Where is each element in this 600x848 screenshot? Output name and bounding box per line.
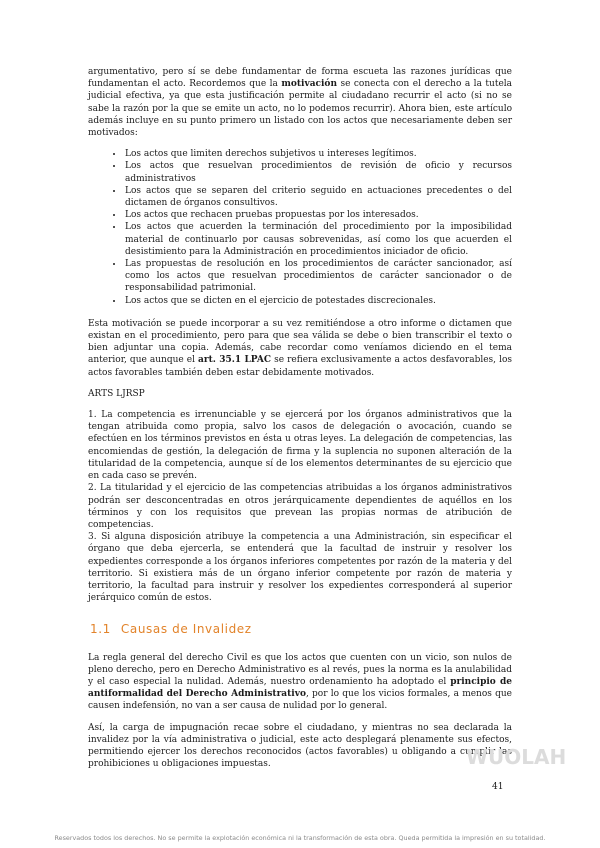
list-item: • Los actos que se separen del criterio seguido en actuaciones precedentes o del dictamen de órganos consultivos. xyxy=(124,185,512,209)
numbered-points xyxy=(88,409,512,604)
law-reference: art. 35.1 LPAC xyxy=(198,355,272,366)
document-body xyxy=(88,66,512,779)
section-heading xyxy=(90,623,512,635)
list-item: • Los actos que acuerden la terminación del procedimiento por la imposibilidad material de continuarlo por causas sobrevenidas, así como los que acuerden el desistimiento para la Administración en procedimientos iniciador de oficio. xyxy=(124,221,512,258)
list-item: • Los actos que limiten derechos subjetivos u intereses legítimos. xyxy=(124,148,512,160)
section-title: Causas de Invalidez xyxy=(120,622,252,637)
arts-heading: ARTS LJRSP xyxy=(88,388,145,399)
page-number: 41 xyxy=(492,782,504,792)
section-number: 1.1 xyxy=(90,622,111,637)
intro-paragraph: argumentativo, pero sí se debe fundamentar de forma escueta las razones jurídicas que fundamentan el acto. Recordemos que la motivación se conecta con el derecho a la tutela judicial efectiva, ya que esta justificación permite al ciudadano recurrir el acto (si no se sabe la razón por la que se emite un acto, no lo podemos recurrir). Ahora bien, este artículo además incluye en su punto primero un listado con los actos que necesariamente deben ser motivados: xyxy=(88,67,513,139)
invalidity-paragraph: La regla general del derecho Civil es que los actos que cuenten con un vicio, son nulos de pleno derecho, pero en Derecho Administrativo es al revés, pues la norma es la anulabilidad y el caso especial la nulidad. Además, nuestro ordenamiento ha adoptado el principio de antiformalidad del Derecho Administrativo, por lo que los vicios formales, a menos que causen indefensión, no van a ser causa de nulidad por lo general. xyxy=(88,652,513,712)
list-item: • Los actos que resuelvan procedimientos de revisión de oficio y recursos administrativos xyxy=(124,160,512,184)
numbered-point: 1. La competencia es irrenunciable y se ejercerá por los órganos administrativos que la tengan atribuida como propia, salvo los casos de delegación o avocación, cuando se efectúen en los términos previstos en ésta u otras leyes. La delegación de competencias, las encomiendas de gestión, la delegación de firma y la suplencia no suponen alteración de la titularidad de la competencia, aunque sí de los elementos determinantes de su ejercicio que en cada caso se prevén. xyxy=(88,410,512,482)
list-item: • Los actos que rechacen pruebas propuestas por los interesados. xyxy=(124,209,512,221)
numbered-point: 3. Si alguna disposición atribuye la competencia a una Administración, sin especificar el órgano que deba ejercerla, se entenderá que la facultad de instruir y resolver los expedientes corresponde a los órganos inferiores competentes por razón de la materia y del territorio. Si existiera más de un órgano inferior competente por razón de materia y territorio, la facultad para instruir y resolver los expedientes corresponderá al superior jerárquico común de estos. xyxy=(88,532,512,604)
motivated-acts-list xyxy=(88,148,512,307)
list-item: • Los actos que se dicten en el ejercicio de potestades discrecionales. xyxy=(124,295,512,307)
numbered-point: 2. La titularidad y el ejercicio de las competencias atribuidas a los órganos administrativos podrán ser desconcentradas en otros jerárquicamente dependientes de aquéllos en los términos y con los requisitos que prevean las propias normas de atribución de competencias. xyxy=(88,483,512,530)
motivation-paragraph: Esta motivación se puede incorporar a su vez remitiéndose a otro informe o dictamen que existan en el procedimiento, pero para que sea válida se debe o bien transcribir el texto o bien adjuntar una copia. Además, cabe recordar como veníamos diciendo en el tema anterior, que aunque el art. 35.1 LPAC se refiera exclusivamente a actos desfavorables, los actos favorables también deben estar debidamente motivados. xyxy=(88,318,512,378)
wuolah-watermark: WUOLAH xyxy=(466,745,567,769)
list-item: • Las propuestas de resolución en los procedimientos de carácter sancionador, así como los actos que resuelvan procedimientos de carácter sancionador o de responsabilidad patrimonial. xyxy=(124,258,512,295)
motivation-term: motivación xyxy=(281,79,337,90)
antiformality-principle: principio de antiformalidad del Derecho Administrativo xyxy=(88,676,512,700)
copyright-footer: Reservados todos los derechos. No se permite la explotación económica ni la transformación de esta obra. Queda permitida la impresión en su totalidad. xyxy=(54,834,546,842)
challenge-paragraph: Así, la carga de impugnación recae sobre el ciudadano, y mientras no sea declarada la invalidez por la vía administrativa o judicial, este acto desplegará plenamente sus efectos, permitiendo ejercer los derechos reconocidos (actos favorables) u obligando a cumplir las prohibiciones u obligaciones impuestas. xyxy=(88,722,512,770)
